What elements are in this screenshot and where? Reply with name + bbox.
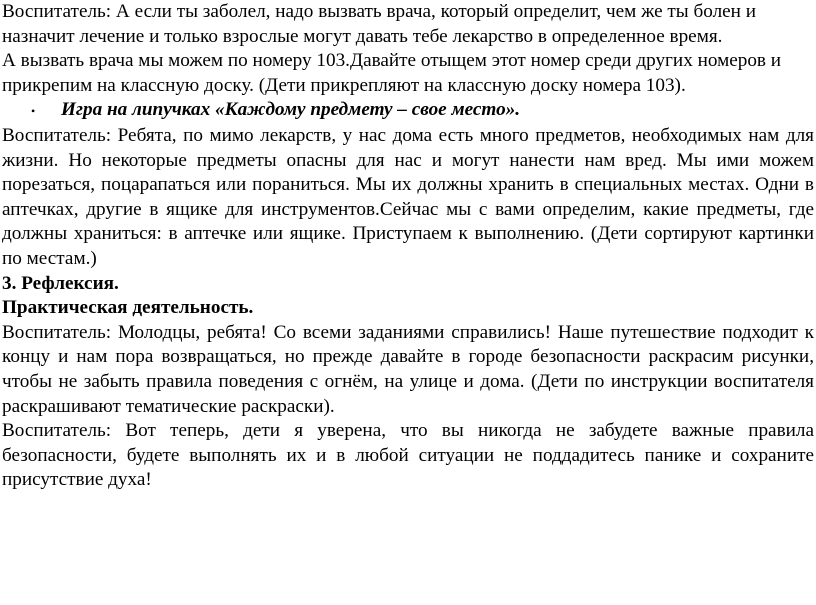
paragraph-dangerous-items: Воспитатель: Ребята, по мимо лекарств, у нас дома есть много предметов, необходимых нам для жизни. Но некоторые предметы опасны для нас и могут нанести нам вред. Мы ими можем порезаться, поцарапаться или пораниться. Мы их должны хранить в специальных местах. Одни в аптечках, другие в ящике для инструментов.Сейчас мы с вами определим, какие предметы, где должны храниться: в аптечке или ящике. Приступаем к выполнению. (Дети сортируют картинки по местам.) xyxy=(2,124,814,269)
document-page xyxy=(2,0,814,493)
bullet-icon: • xyxy=(31,104,36,119)
paragraph-closing: Воспитатель: Вот теперь, дети я уверена, что вы никогда не забудете важные правила безопасности, будете выполнять их и в любой ситуации не поддадитесь панике и сохраните присутствие духа! xyxy=(2,420,814,491)
paragraph-coloring: Воспитатель: Молодцы, ребята! Со всеми заданиями справились! Наше путешествие подходит к концу и нам пора возвращаться, но прежде давайте в городе безопасности раскрасим рисунки, чтобы не забыть правила поведения с огнём, на улице и дома. (Дети по инструкции воспитателя раскрашивают тематические раскраски). xyxy=(2,321,814,417)
section-heading-reflection: 3. Рефлексия. xyxy=(2,272,119,294)
game-list-item xyxy=(2,98,814,124)
subheading-practical-activity: Практическая деятельность. xyxy=(2,297,254,319)
paragraph-number-103: А вызвать врача мы можем по номеру 103.Давайте отыщем этот номер среди других номеров и прикрепим на классную доску. (Дети прикрепляют на классную доску номера 103). xyxy=(2,50,782,96)
paragraph-doctor-call: Воспитатель: А если ты заболел, надо вызвать врача, который определит, чем же ты болен и назначит лечение и только взрослые могут давать тебе лекарство в определенное время. xyxy=(2,1,757,47)
game-title: Игра на липучках «Каждому предмету – свое место». xyxy=(61,99,521,121)
